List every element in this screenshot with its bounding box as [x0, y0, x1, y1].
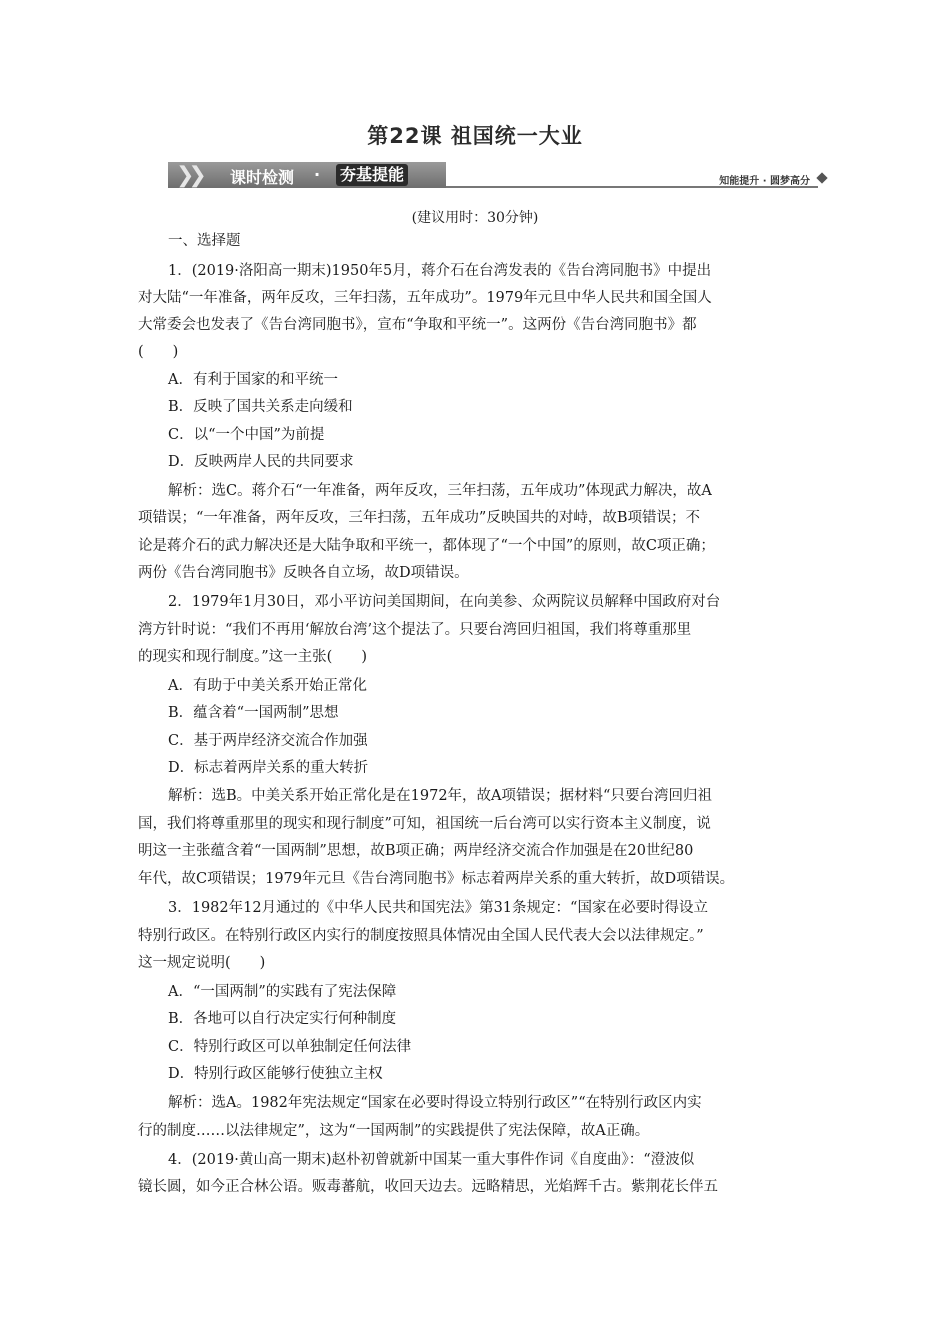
- text-line: C．基于两岸经济交流合作加强: [168, 733, 368, 749]
- text-line: B．各地可以自行决定实行何种制度: [168, 1011, 397, 1027]
- text-line: C．以“一个中国”为前提: [168, 427, 325, 443]
- text-line: D．标志着两岸关系的重大转折: [168, 760, 369, 776]
- banner-slogan: 知能提升 · 圆梦高分: [719, 176, 810, 187]
- text-line: 4．(2019·黄山高一期末)赵朴初曾就新中国某一重大事件作词《自度曲》：“澄波似: [168, 1152, 695, 1168]
- text-line: 对大陆“一年准备，两年反攻，三年扫荡，五年成功”。1979年元旦中华人民共和国全国人: [138, 290, 712, 306]
- text-line: 行的制度……以法律规定”，这为“一国两制”的实践提供了宪法保障，故A正确。: [138, 1123, 650, 1139]
- text-line: 一、选择题: [168, 233, 241, 249]
- text-line: A．有利于国家的和平统一: [168, 372, 338, 388]
- text-line: D．特别行政区能够行使独立主权: [168, 1066, 383, 1082]
- double-chevron-icon: ❯❯: [176, 163, 201, 188]
- text-line: B．反映了国共关系走向缓和: [168, 399, 353, 415]
- text-line: 解析：选A。1982年宪法规定“国家在必要时得设立特别行政区”“在特别行政区内实: [168, 1095, 702, 1111]
- banner-dot: ·: [314, 165, 321, 184]
- section-banner: [168, 162, 828, 188]
- text-line: 明这一主张蕴含着“一国两制”思想，故B项正确；两岸经济交流合作加强是在20世纪80: [138, 843, 694, 859]
- text-line: ( ): [138, 344, 179, 360]
- text-line: 湾方针时说：“我们不再用‘解放台湾’这个提法了。只要台湾回归祖国，我们将尊重那里: [138, 622, 692, 638]
- text-line: 国，我们将尊重那里的现实和现行制度”可知，祖国统一后台湾可以实行资本主义制度，说: [138, 816, 711, 832]
- text-line: 两份《告台湾同胞书》反映各自立场，故D项错误。: [138, 565, 469, 581]
- text-line: 3．1982年12月通过的《中华人民共和国宪法》第31条规定：“国家在必要时得设立: [168, 900, 708, 916]
- text-line: 项错误；“一年准备，两年反攻，三年扫荡，五年成功”反映国共的对峙，故B项错误；不: [138, 510, 700, 526]
- text-line: 大常委会也发表了《告台湾同胞书》，宣布“争取和平统一”。这两份《告台湾同胞书》都: [138, 317, 697, 333]
- text-line: A．有助于中美关系开始正常化: [168, 678, 367, 694]
- lesson-title: 第22课 祖国统一大业: [367, 124, 583, 148]
- text-line: 解析：选C。蒋介石“一年准备，两年反攻，三年扫荡，五年成功”体现武力解决，故A: [168, 483, 712, 499]
- text-line: 解析：选B。中美关系开始正常化是在1972年，故A项错误；据材料“只要台湾回归祖: [168, 788, 712, 804]
- text-line: 的现实和现行制度。”这一主张( ): [138, 649, 367, 665]
- text-line: 1．(2019·洛阳高一期末)1950年5月，蒋介石在台湾发表的《告台湾同胞书》中提出: [168, 263, 712, 279]
- banner-label: 课时检测: [230, 168, 295, 187]
- text-line: 这一规定说明( ): [138, 955, 266, 971]
- text-line: D．反映两岸人民的共同要求: [168, 454, 354, 470]
- text-line: B．蕴含着“一国两制”思想: [168, 705, 339, 721]
- diamond-icon: [816, 172, 827, 183]
- text-line: C．特别行政区可以单独制定任何法律: [168, 1039, 412, 1055]
- text-line: A．“一国两制”的实践有了宪法保障: [168, 984, 397, 1000]
- text-line: 2．1979年1月30日，邓小平访问美国期间，在向美参、众两院议员解释中国政府对台: [168, 594, 721, 610]
- banner-bar: [168, 162, 446, 188]
- text-line: 年代，故C项错误；1979年元旦《告台湾同胞书》标志着两岸关系的重大转折，故D项错误。: [138, 871, 735, 887]
- banner-tag: 夯基提能: [336, 164, 408, 186]
- text-line: 特别行政区。在特别行政区内实行的制度按照具体情况由全国人民代表大会以法律规定。”: [138, 928, 704, 944]
- text-line: 论是蒋介石的武力解决还是大陆争取和平统一，都体现了“一个中国”的原则，故C项正确；: [138, 538, 715, 554]
- text-line: 镜长圆，如今正合林公语。贩毒蕃航，收回天边去。远略精思，光焰辉千古。紫荆花长伴五: [138, 1179, 718, 1195]
- suggested-time: (建议用时：30分钟): [411, 210, 539, 226]
